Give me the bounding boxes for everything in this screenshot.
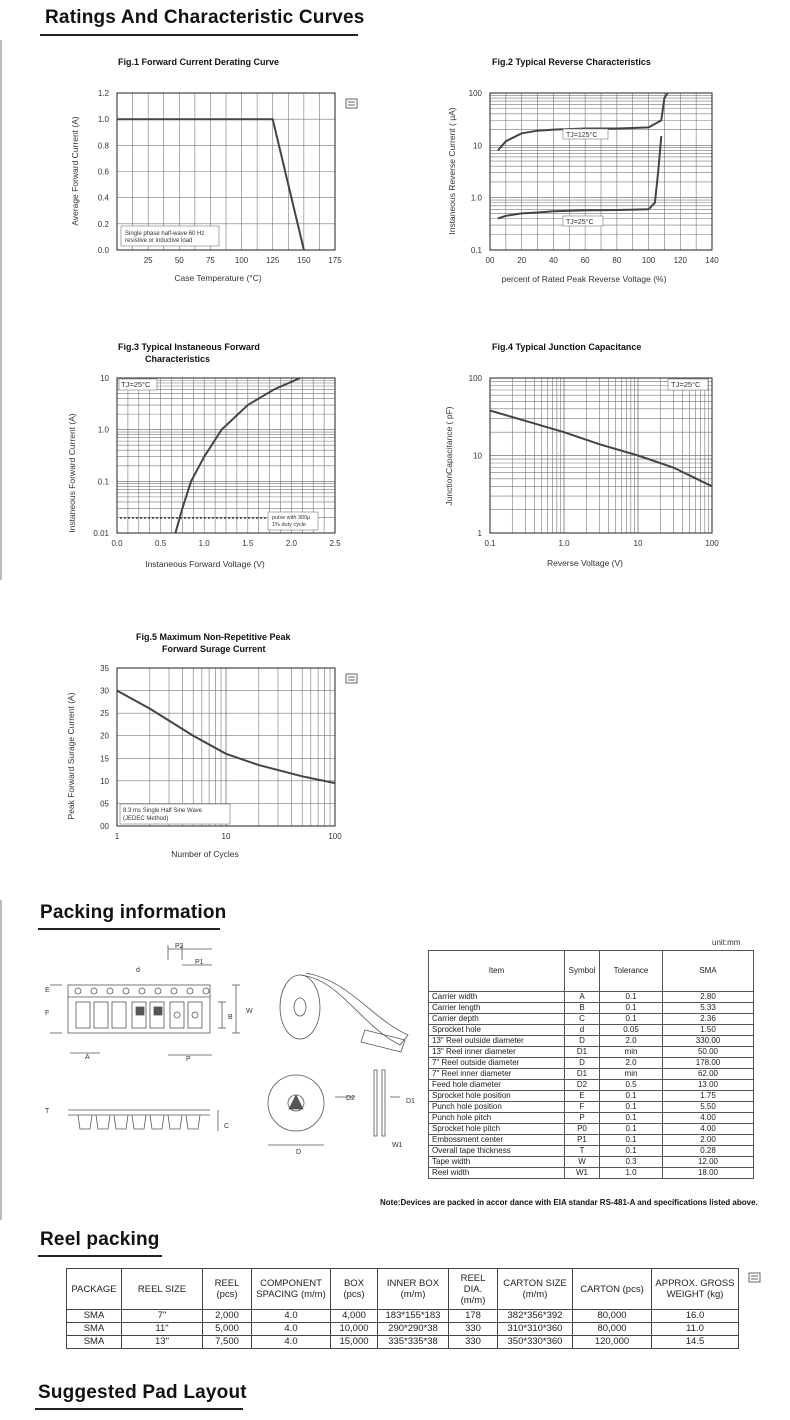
fig2-series-line — [498, 93, 668, 150]
table-cell: 0.05 — [600, 1025, 663, 1036]
table-row — [429, 1025, 754, 1036]
table-row — [429, 1080, 754, 1091]
packing-note: Note:Devices are packed in accor dance with EIA standar RS-481-A and specifications listed above. — [380, 1198, 758, 1207]
table-row — [429, 1036, 754, 1047]
table-row — [429, 1168, 754, 1179]
fig1-y-tick-label: 0.4 — [97, 193, 109, 203]
fig2-y-tick-label: 0.1 — [470, 246, 482, 255]
header-tolerance: Tolerance — [600, 951, 663, 992]
dimension-label: F — [45, 1010, 50, 1017]
reel-table-cell: 120,000 — [573, 1336, 652, 1349]
reel-header-cell: REEL SIZE — [122, 1269, 203, 1310]
reel-table-cell: 5,000 — [203, 1323, 252, 1336]
header-sma: SMA — [663, 951, 754, 992]
fig5-y-tick-label: 30 — [100, 686, 109, 696]
reel-table-cell: SMA — [67, 1323, 122, 1336]
table-cell: Tape width — [429, 1157, 565, 1168]
unit-label: unit:mm — [712, 938, 741, 947]
fig3-y-tick-label: 1.0 — [97, 425, 109, 435]
fig2-label-125c: TJ=125°C — [566, 132, 598, 139]
table-cell: Carrier length — [429, 1003, 565, 1014]
fig1-y-tick-label: 0.2 — [97, 219, 109, 229]
fig4-x-tick-label: 100 — [705, 539, 719, 548]
fig3-x-tick-label: 0.5 — [155, 539, 167, 548]
reel-table-cell: 2,000 — [203, 1310, 252, 1323]
header-symbol: Symbol — [565, 951, 600, 992]
fig5-title-line1: Fig.5 Maximum Non-Repetitive Peak — [136, 632, 291, 642]
reel-header-cell: COMPONENT SPACING (m/m) — [252, 1269, 331, 1310]
table-cell: 62.00 — [663, 1069, 754, 1080]
fig3-x-tick-label: 0.0 — [111, 539, 123, 548]
table-cell: 7" Reel outside diameter — [429, 1058, 565, 1069]
dimension-label: d — [136, 967, 140, 974]
reel-table-cell: 4.0 — [252, 1336, 331, 1349]
table-cell: 2.80 — [663, 992, 754, 1003]
fig1-note-line1: Single phase half-wave 60 Hz — [125, 231, 205, 237]
table-cell: C — [565, 1014, 600, 1025]
table-row — [429, 992, 754, 1003]
table-cell: 2.00 — [663, 1135, 754, 1146]
fig1-title: Fig.1 Forward Current Derating Curve — [118, 57, 280, 67]
table-cell: D1 — [565, 1047, 600, 1058]
reel-header-cell: INNER BOX (m/m) — [378, 1269, 449, 1310]
table-cell: 0.1 — [600, 1124, 663, 1135]
fig3-y-tick-label: 10 — [100, 374, 109, 383]
fig5-note-line2: (JEDEC Method) — [123, 816, 169, 822]
table-cell: 5.50 — [663, 1102, 754, 1113]
section-rule — [38, 928, 220, 930]
fig3-note-line2: 1% duty cycle — [272, 522, 306, 528]
table-cell: 1.0 — [600, 1168, 663, 1179]
reel-table-cell: 330 — [449, 1323, 498, 1336]
fig5-x-tick-label: 100 — [328, 832, 342, 841]
fig1-x-tick-label: 125 — [266, 256, 280, 265]
fig3-x-tick-label: 1.5 — [242, 539, 254, 548]
table-cell: 18.00 — [663, 1168, 754, 1179]
table-cell: 50.00 — [663, 1047, 754, 1058]
fig4-title: Fig.4 Typical Junction Capacitance — [492, 342, 642, 352]
table-cell: Sprocket hole position — [429, 1091, 565, 1102]
reel-header-cell: BOX (pcs) — [331, 1269, 378, 1310]
fig5-x-tick-label: 1 — [114, 832, 120, 841]
fig3-y-tick-label: 0.1 — [97, 477, 109, 487]
reel-table-cell: 335*335*38 — [378, 1336, 449, 1349]
fig4-y-tick-label: 10 — [473, 451, 482, 461]
dimension-label: T — [45, 1108, 50, 1115]
table-cell: 4.00 — [663, 1113, 754, 1124]
table-cell: W1 — [565, 1168, 600, 1179]
reel-table-cell: 14.5 — [652, 1336, 739, 1349]
fig3-y-tick-label: 0.01 — [93, 529, 109, 538]
fig5-y-tick-label: 25 — [100, 709, 109, 719]
section-title-ratings: Ratings And Characteristic Curves — [45, 7, 365, 28]
table-row — [429, 1124, 754, 1135]
table-cell: 0.1 — [600, 1014, 663, 1025]
table-cell: A — [565, 992, 600, 1003]
table-cell: 4.00 — [663, 1124, 754, 1135]
reel-table-row — [67, 1310, 739, 1323]
table-cell: 2.36 — [663, 1014, 754, 1025]
table-row — [429, 1058, 754, 1069]
header-item: Item — [429, 951, 565, 992]
fig5-y-tick-label: 35 — [100, 664, 109, 673]
table-cell: 0.1 — [600, 992, 663, 1003]
dimension-label: B — [228, 1014, 233, 1021]
fig2-x-tick-label: 40 — [548, 256, 558, 265]
fig3-title-line1: Fig.3 Typical Instaneous Forward — [118, 342, 260, 352]
table-cell: 0.1 — [600, 1135, 663, 1146]
fig4-y-axis-label: JunctionCapacitance ( pF) — [444, 406, 454, 506]
table-cell: Sprocket hole pitch — [429, 1124, 565, 1135]
table-row — [429, 1091, 754, 1102]
fig3-series-line — [175, 378, 300, 533]
packing-spec-table — [428, 950, 754, 1179]
fig1-x-tick-label: 50 — [174, 256, 184, 265]
reel-table-cell: 10,000 — [331, 1323, 378, 1336]
reel-table-cell: SMA — [67, 1336, 122, 1349]
table-cell: 1.75 — [663, 1091, 754, 1102]
fig1-y-tick-label: 0.8 — [97, 141, 109, 151]
table-row — [429, 1003, 754, 1014]
fig2-title: Fig.2 Typical Reverse Characteristics — [492, 57, 651, 67]
fig5-y-axis-label: Peak Forward Surage Current (A) — [66, 692, 76, 820]
section-title-pad-layout: Suggested Pad Layout — [38, 1382, 247, 1403]
reel-table-cell: 290*290*38 — [378, 1323, 449, 1336]
fig4-tj-label: TJ=25°C — [671, 380, 701, 389]
fig2-x-tick-label: 120 — [673, 256, 687, 265]
section-rule — [38, 1255, 162, 1257]
table-row — [429, 1069, 754, 1080]
table-cell: 5.33 — [663, 1003, 754, 1014]
dimension-label: C — [224, 1123, 230, 1130]
table-cell: Overall tape thickness — [429, 1146, 565, 1157]
fig3-x-tick-label: 2.0 — [285, 539, 297, 548]
table-cell: Carrier width — [429, 992, 565, 1003]
table-cell: B — [565, 1003, 600, 1014]
table-cell: D2 — [565, 1080, 600, 1091]
fig1-x-tick-label: 100 — [234, 256, 249, 265]
table-cell: 2.0 — [600, 1036, 663, 1047]
fig3-x-tick-label: 1.0 — [198, 539, 210, 548]
fig2-x-tick-label: 140 — [705, 256, 719, 265]
dimension-label: P2 — [175, 943, 184, 950]
fig4-x-tick-label: 10 — [633, 539, 643, 548]
fig3-tj-label: TJ=25°C — [121, 380, 151, 389]
fig2-x-tick-label: 100 — [641, 256, 656, 265]
fig3-x-tick-label: 2.5 — [329, 539, 341, 548]
fig2-x-axis-label: percent of Rated Peak Reverse Voltage (%) — [501, 274, 667, 284]
table-cell: d — [565, 1025, 600, 1036]
reel-table-cell: 11" — [122, 1323, 203, 1336]
table-cell: min — [600, 1047, 663, 1058]
fig5-x-tick-label: 10 — [221, 832, 231, 841]
table-cell: Punch hole pitch — [429, 1113, 565, 1124]
dimension-label: A — [85, 1054, 90, 1061]
fig1-x-tick-label: 75 — [205, 256, 215, 265]
fig4-x-tick-label: 0.1 — [484, 539, 496, 548]
table-cell: 0.1 — [600, 1003, 663, 1014]
fig1-note-line2: resistive or inductive load — [125, 238, 193, 244]
table-cell: 0.28 — [663, 1146, 754, 1157]
table-cell: 13" Reel inner diameter — [429, 1047, 565, 1058]
table-cell: 13.00 — [663, 1080, 754, 1091]
fig5-y-tick-label: 10 — [100, 776, 109, 786]
fig2-label-25c: TJ=25°C — [566, 219, 594, 226]
table-cell: 0.1 — [600, 1102, 663, 1113]
reel-table-cell: 80,000 — [573, 1323, 652, 1336]
table-cell: D1 — [565, 1069, 600, 1080]
table-cell: Sprocket hole — [429, 1025, 565, 1036]
reel-table-cell: 4.0 — [252, 1323, 331, 1336]
fig1-x-axis-label: Case Temperature (°C) — [174, 273, 262, 283]
table-row — [429, 1157, 754, 1168]
table-cell: Feed hole diameter — [429, 1080, 565, 1091]
fig4-x-axis-label: Reverse Voltage (V) — [546, 558, 624, 568]
reel-table-row — [67, 1336, 739, 1349]
fig5-title-line2: Forward Surage Current — [162, 644, 266, 654]
reel-table-cell: SMA — [67, 1310, 122, 1323]
fig1-x-tick-label: 25 — [143, 256, 153, 265]
table-cell: 0.1 — [600, 1091, 663, 1102]
table-cell: Embossment center — [429, 1135, 565, 1146]
fig5-x-axis-label: Number of Cycles — [171, 849, 239, 859]
section-title-packing: Packing information — [40, 902, 227, 923]
table-cell: Reel width — [429, 1168, 565, 1179]
image-placeholder-icon — [748, 1272, 761, 1283]
tape-and-reel-drawing — [0, 935, 425, 1165]
table-cell: F — [565, 1102, 600, 1113]
dimension-label: D1 — [406, 1098, 415, 1105]
fig4-x-tick-label: 1.0 — [558, 539, 570, 548]
table-row — [429, 1113, 754, 1124]
table-cell: 0.5 — [600, 1080, 663, 1091]
table-cell: min — [600, 1069, 663, 1080]
table-cell: 7" Reel inner diameter — [429, 1069, 565, 1080]
fig3-y-axis-label: Instaneous Forward Current (A) — [67, 413, 77, 533]
fig4-series-line — [490, 411, 712, 487]
fig2-series-line — [498, 136, 661, 218]
fig2-y-tick-label: 100 — [468, 89, 482, 98]
reel-table-cell: 16.0 — [652, 1310, 739, 1323]
reel-table-cell: 4.0 — [252, 1310, 331, 1323]
reel-table-cell: 15,000 — [331, 1336, 378, 1349]
fig3-x-axis-label: Instaneous Forward Voltage (V) — [145, 559, 265, 569]
table-row — [429, 1135, 754, 1146]
table-cell: 0.1 — [600, 1146, 663, 1157]
fig5-y-tick-label: 15 — [100, 754, 109, 764]
reel-table-cell: 178 — [449, 1310, 498, 1323]
table-cell: Carrier depth — [429, 1014, 565, 1025]
table-row — [429, 1014, 754, 1025]
fig2-x-tick-label: 20 — [517, 256, 527, 265]
fig1-y-axis-label: Average Forward Current (A) — [70, 116, 80, 226]
reel-table-cell: 183*155*183 — [378, 1310, 449, 1323]
table-row — [429, 1146, 754, 1157]
reel-table-cell: 80,000 — [573, 1310, 652, 1323]
fig2-x-tick-label: 00 — [485, 256, 495, 265]
dimension-label: W — [246, 1008, 253, 1015]
table-cell: T — [565, 1146, 600, 1157]
fig5-y-tick-label: 05 — [100, 799, 109, 809]
reel-header-cell: CARTON (pcs) — [573, 1269, 652, 1310]
fig1-y-tick-label: 0.0 — [97, 246, 109, 255]
dimension-label: E — [45, 987, 50, 994]
fig1-y-tick-label: 1.2 — [97, 89, 109, 98]
reel-table-cell: 13" — [122, 1336, 203, 1349]
reel-table-cell: 350*330*360 — [498, 1336, 573, 1349]
fig3-title-line2: Characteristics — [145, 354, 211, 364]
reel-table-cell: 11.0 — [652, 1323, 739, 1336]
fig1-y-tick-label: 1.0 — [97, 115, 109, 125]
table-row — [429, 1102, 754, 1113]
reel-table-cell: 382*356*392 — [498, 1310, 573, 1323]
reel-table-cell: 330 — [449, 1336, 498, 1349]
fig1-x-tick-label: 150 — [297, 256, 311, 265]
reel-table-row — [67, 1323, 739, 1336]
reel-header-cell: REEL (pcs) — [203, 1269, 252, 1310]
table-cell: D — [565, 1036, 600, 1047]
table-cell: P1 — [565, 1135, 600, 1146]
table-cell: P — [565, 1113, 600, 1124]
table-cell: 0.3 — [600, 1157, 663, 1168]
table-row — [429, 1047, 754, 1058]
table-cell: W — [565, 1157, 600, 1168]
table-cell: Punch hole position — [429, 1102, 565, 1113]
reel-table-cell: 7,500 — [203, 1336, 252, 1349]
table-cell: 2.0 — [600, 1058, 663, 1069]
section-rule — [35, 1408, 243, 1410]
fig2-x-tick-label: 80 — [612, 256, 622, 265]
fig2-y-tick-label: 10 — [473, 141, 482, 151]
table-cell: 330.00 — [663, 1036, 754, 1047]
section-title-reel-packing: Reel packing — [40, 1229, 160, 1250]
fig2-y-tick-label: 1.0 — [470, 193, 482, 203]
fig5-y-tick-label: 00 — [100, 822, 109, 831]
table-cell: 1.50 — [663, 1025, 754, 1036]
table-cell: 178.00 — [663, 1058, 754, 1069]
fig1-x-tick-label: 175 — [328, 256, 342, 265]
reel-header-cell: REEL DIA. (m/m) — [449, 1269, 498, 1310]
fig4-y-tick-label: 1 — [477, 529, 482, 538]
reel-header-cell: CARTON SIZE (m/m) — [498, 1269, 573, 1310]
reel-header-cell: PACKAGE — [67, 1269, 122, 1310]
dimension-label: P1 — [195, 959, 204, 966]
fig2-x-tick-label: 60 — [580, 256, 590, 265]
fig3-note-line1: pulse with 300μ — [272, 515, 311, 521]
fig4-y-tick-label: 100 — [468, 374, 482, 383]
table-cell: 0.1 — [600, 1113, 663, 1124]
fig1-y-tick-label: 0.6 — [97, 167, 109, 177]
reel-header-cell: APPROX. GROSS WEIGHT (kg) — [652, 1269, 739, 1310]
reel-table-cell: 7" — [122, 1310, 203, 1323]
dimension-label: D — [296, 1149, 302, 1156]
reel-packing-table — [66, 1268, 739, 1349]
table-cell: 12.00 — [663, 1157, 754, 1168]
table-cell: P0 — [565, 1124, 600, 1135]
dimension-label: D2 — [346, 1095, 355, 1102]
dimension-label: P — [186, 1056, 191, 1063]
fig2-y-axis-label: Instaneous Reverse Current ( μA) — [447, 107, 457, 235]
dimension-label: W1 — [392, 1142, 403, 1149]
table-cell: D — [565, 1058, 600, 1069]
reel-table-cell: 310*310*360 — [498, 1323, 573, 1336]
table-cell: 13" Reel outside diameter — [429, 1036, 565, 1047]
fig5-y-tick-label: 20 — [100, 731, 109, 741]
table-cell: E — [565, 1091, 600, 1102]
fig5-note-line1: 8.3 ms Single Half Sine Wave — [123, 808, 203, 814]
reel-table-cell: 4,000 — [331, 1310, 378, 1323]
